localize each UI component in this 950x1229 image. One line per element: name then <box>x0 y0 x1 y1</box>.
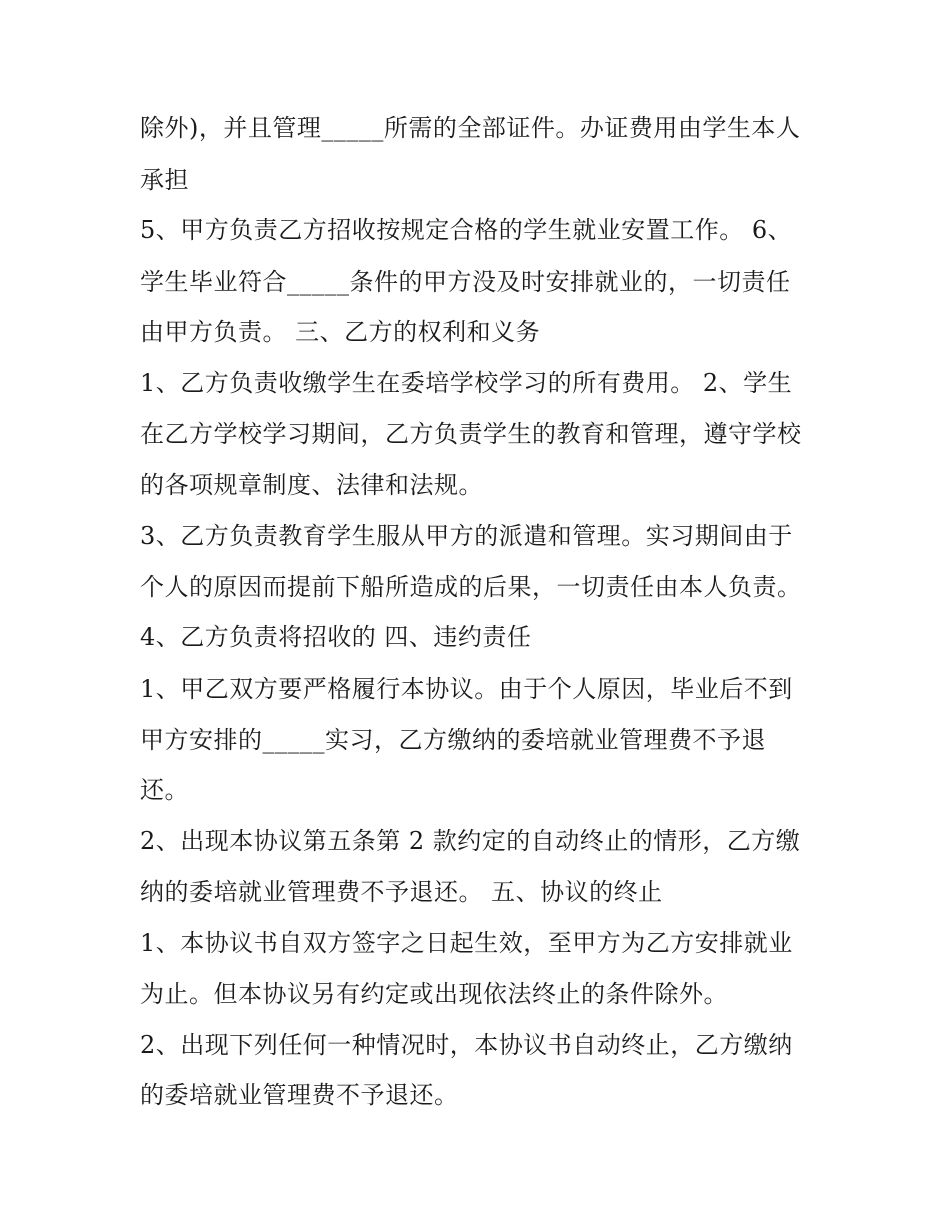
text-line: 在乙方学校学习期间，乙方负责学生的教育和管理，遵守学校 <box>140 420 802 448</box>
text-line: 个人的原因而提前下船所造成的后果，一切责任由本人负责。 <box>140 573 802 601</box>
text-line: 为止。但本协议另有约定或出现依法终止的条件除外。 <box>140 980 728 1008</box>
text-line: 承担 <box>140 166 189 194</box>
text-line: 1、本协议书自双方签字之日起生效，至甲方为乙方安排就业 <box>140 929 793 957</box>
text-line: 还。 <box>140 776 189 804</box>
text-line: 由甲方负责。 三、乙方的权利和义务 <box>140 318 541 346</box>
text-line: 的各项规章制度、法律和法规。 <box>140 471 483 499</box>
text-line: 1、乙方负责收缴学生在委培学校学习的所有费用。 2、学生 <box>140 369 793 397</box>
text-line: 4、乙方负责将招收的 四、违约责任 <box>140 623 532 651</box>
text-line: 的委培就业管理费不予退还。 <box>140 1081 459 1109</box>
text-line: 5、甲方负责乙方招收按规定合格的学生就业安置工作。 6、 <box>140 216 793 244</box>
text-line: 3、乙方负责教育学生服从甲方的派遣和管理。实习期间由于 <box>140 522 793 550</box>
text-line: 2、出现本协议第五条第 2 款约定的自动终止的情形，乙方缴 <box>140 827 801 855</box>
text-line: 1、甲乙双方要严格履行本协议。由于个人原因，毕业后不到 <box>140 675 793 703</box>
text-line: 纳的委培就业管理费不予退还。 五、协议的终止 <box>140 878 663 906</box>
text-line: 除外)，并且管理_____所需的全部证件。办证费用由学生本人 <box>140 114 801 142</box>
text-line: 学生毕业符合_____条件的甲方没及时安排就业的，一切责任 <box>140 268 791 296</box>
text-line: 甲方安排的_____实习，乙方缴纳的委培就业管理费不予退 <box>140 726 766 754</box>
text-line: 2、出现下列任何一种情况时，本协议书自动终止，乙方缴纳 <box>140 1031 793 1059</box>
